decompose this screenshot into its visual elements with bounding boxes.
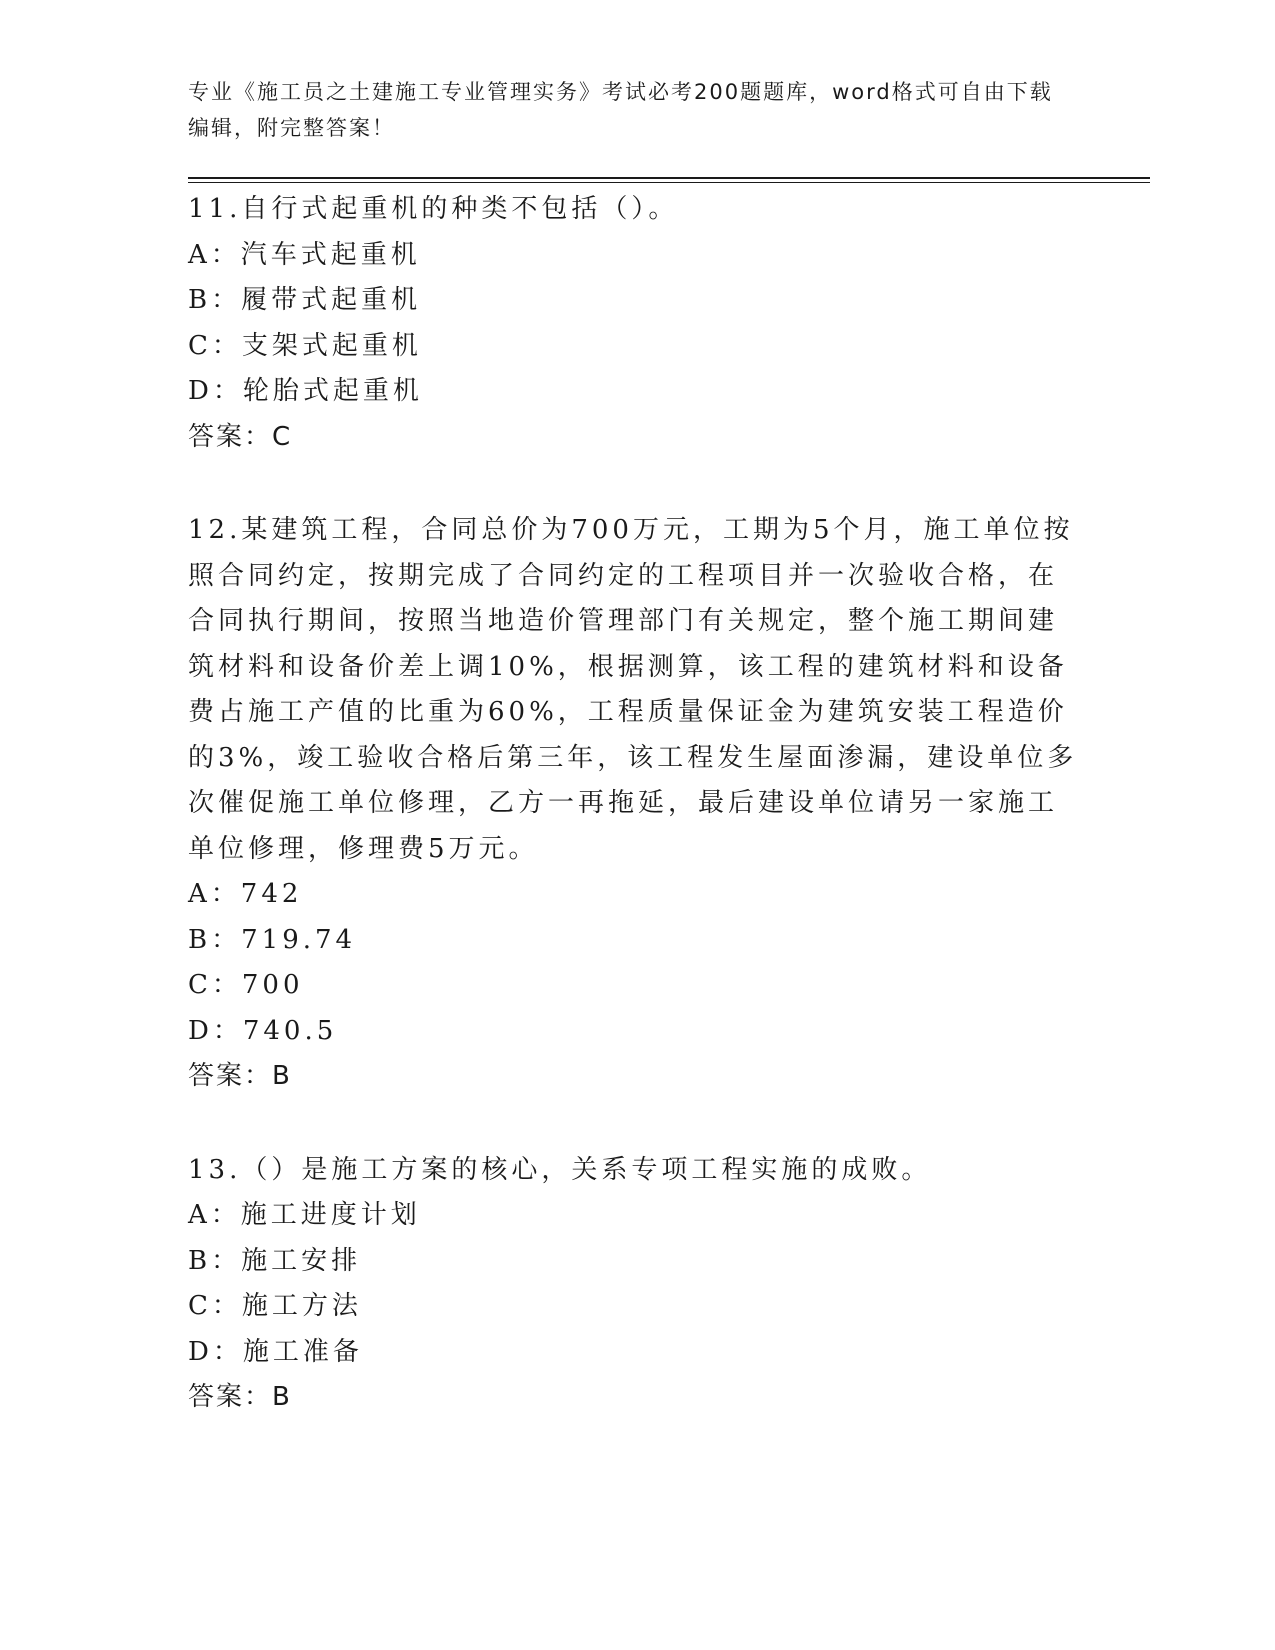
answer: 答案：B <box>188 1382 292 1412</box>
option-a: A：742 <box>188 879 303 909</box>
option-a: A：施工进度计划 <box>188 1200 421 1230</box>
option-b: B：施工安排 <box>188 1245 362 1276</box>
question-13 <box>188 1148 1088 1421</box>
header-divider-thin <box>188 182 1150 183</box>
option-b: B：719.74 <box>188 924 357 955</box>
question-stem: 12.某建筑工程，合同总价为700万元，工期为5个月，施工单位按照合同约定，按期完成了合同约定的工程项目并一次验收合格，在合同执行期间，按照当地造价管理部门有关规定，整个施工期间建筑材料和设备价差上调10%，根据测算，该工程的建筑材料和设备费占施工产值的比重为60%，工程质量保证金为建筑安装工程造价的3%，竣工验收合格后第三年，该工程发生屋面渗漏，建设单位多次催促施工单位修理，乙方一再拖延，最后建设单位请另一家施工单位修理，修理费5万元。 <box>188 515 1078 864</box>
answer: 答案：C <box>188 421 293 452</box>
answer: 答案：B <box>188 1061 292 1091</box>
option-c: C：支架式起重机 <box>188 330 422 361</box>
question-12 <box>188 508 1088 1100</box>
option-b: B：履带式起重机 <box>188 285 422 315</box>
question-stem: 13.（）是施工方案的核心，关系专项工程实施的成败。 <box>188 1154 932 1185</box>
option-d: D：740.5 <box>188 1015 338 1046</box>
header-divider-thick <box>188 177 1150 179</box>
question-stem: 11.自行式起重机的种类不包括（）。 <box>188 194 679 224</box>
question-11 <box>188 187 1088 460</box>
option-a: A：汽车式起重机 <box>188 239 421 270</box>
option-c: C：施工方法 <box>188 1291 362 1321</box>
option-d: D：施工准备 <box>188 1336 363 1367</box>
option-d: D：轮胎式起重机 <box>188 376 423 406</box>
option-c: C：700 <box>188 970 304 1000</box>
question-list <box>188 187 1088 1469</box>
document-header: 专业《施工员之土建施工专业管理实务》考试必考200题题库，word格式可自由下载编辑，附完整答案！ <box>188 80 1053 140</box>
